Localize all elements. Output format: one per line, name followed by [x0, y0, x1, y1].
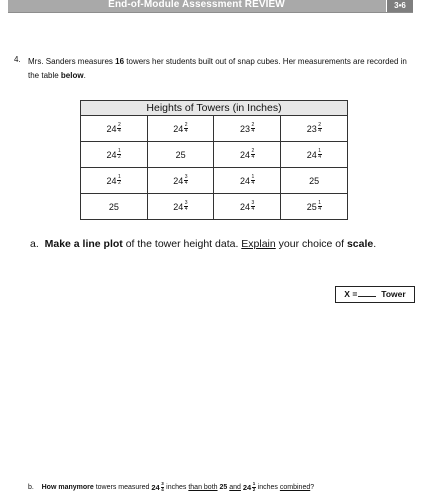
mixed-number — [307, 149, 322, 160]
header-bar — [8, 0, 413, 13]
table-title: Heights of Towers (in Inches) — [81, 101, 348, 116]
part-b-value-25: 25 — [219, 483, 228, 491]
part-b-combined: combined — [279, 483, 311, 491]
fraction-denominator: 4 — [251, 154, 255, 160]
fraction-numerator: 1 — [117, 148, 121, 154]
key-prefix: X = — [344, 289, 358, 299]
header-title: End-of-Module Assessment REVIEW — [108, 0, 285, 10]
fraction-numerator: 1 — [117, 174, 121, 180]
whole-part: 24 — [242, 482, 252, 492]
table-cell — [81, 194, 148, 220]
line-plot-key — [335, 286, 415, 303]
fraction — [251, 201, 255, 212]
fraction-denominator: 2 — [117, 154, 121, 160]
table-row — [81, 168, 348, 194]
fraction — [251, 175, 255, 186]
whole-part: 24 — [239, 149, 250, 160]
table-cell — [281, 116, 348, 142]
fraction-denominator: 4 — [251, 180, 255, 186]
part-a-question — [30, 238, 376, 250]
fraction-denominator: 4 — [318, 128, 321, 134]
table-row — [81, 116, 348, 142]
fraction-denominator: 4 — [184, 206, 188, 212]
fraction — [117, 123, 121, 134]
table-row — [81, 194, 348, 220]
mixed-number — [243, 482, 256, 492]
fraction — [318, 201, 322, 212]
part-b-value-2 — [243, 482, 256, 492]
whole-part: 24 — [151, 482, 160, 492]
table-cell — [281, 168, 348, 194]
mixed-number — [106, 149, 121, 160]
whole-part: 23 — [306, 123, 317, 134]
table-cell — [147, 142, 214, 168]
part-b-text-8: ? — [310, 483, 315, 491]
whole-part: 24 — [106, 123, 117, 134]
part-a-text-2: your choice of — [275, 238, 347, 250]
fraction-numerator: 3 — [184, 200, 188, 206]
problem-text-pre: Mrs. Sanders measures — [28, 57, 116, 66]
table-cell — [214, 194, 281, 220]
whole-part: 24 — [106, 175, 117, 186]
problem-number: 4. — [14, 55, 21, 64]
fraction-numerator: 2 — [117, 122, 121, 128]
part-b-text-7: inches — [255, 483, 280, 491]
part-b-text-2: towers measured — [93, 483, 152, 491]
table-cell — [81, 116, 148, 142]
fraction — [117, 175, 121, 186]
part-a-scale: scale — [346, 238, 374, 250]
whole-part: 24 — [106, 149, 117, 160]
fraction — [184, 123, 188, 134]
fraction-denominator: 4 — [184, 180, 188, 186]
part-b-text-3: inches — [164, 483, 189, 491]
fraction — [184, 201, 188, 212]
mixed-number — [173, 201, 188, 212]
fraction-numerator: 3 — [161, 481, 164, 486]
problem-text-below: below — [60, 71, 84, 80]
table-cell — [281, 142, 348, 168]
fraction-denominator: 2 — [252, 486, 256, 492]
table-cell — [81, 168, 148, 194]
whole-part: 23 — [239, 123, 250, 134]
fraction-numerator: 3 — [184, 174, 188, 180]
fraction — [318, 149, 322, 160]
fraction-numerator: 2 — [318, 122, 321, 128]
mixed-number — [106, 175, 121, 186]
table-cell — [281, 194, 348, 220]
table-cell — [81, 142, 148, 168]
key-blank-field[interactable] — [358, 287, 376, 297]
whole-part: 25 — [306, 201, 317, 212]
part-b-value-1 — [151, 482, 164, 492]
key-suffix: Tower — [381, 289, 406, 299]
problem-tower-count: 16 — [115, 57, 125, 66]
part-b-question — [28, 482, 314, 492]
whole-part: 24 — [173, 201, 184, 212]
part-a-bold: Make a line plot — [44, 238, 123, 250]
fraction-denominator: 4 — [161, 486, 164, 492]
table-cell — [214, 142, 281, 168]
mixed-number — [307, 201, 322, 212]
fraction-numerator: 1 — [252, 481, 256, 486]
fraction-numerator: 1 — [318, 200, 321, 206]
fraction — [184, 175, 188, 186]
fraction-denominator: 4 — [318, 206, 321, 212]
whole-part: 24 — [239, 175, 250, 186]
fraction — [251, 123, 255, 134]
table-cell — [147, 194, 214, 220]
table-cell — [147, 116, 214, 142]
whole-part: 24 — [173, 175, 184, 186]
part-a-text-1: of the tower height data. — [122, 238, 242, 250]
mixed-number — [173, 175, 188, 186]
mixed-number — [240, 149, 255, 160]
table-cell — [214, 116, 281, 142]
fraction — [251, 149, 255, 160]
whole-part: 24 — [306, 149, 317, 160]
part-b-text-1: How many — [41, 483, 77, 491]
problem-text-end: . — [83, 71, 86, 80]
table-cell — [214, 168, 281, 194]
table-cell — [147, 168, 214, 194]
fraction-numerator: 1 — [251, 174, 255, 180]
fraction — [318, 123, 322, 134]
part-a-text-3: . — [373, 238, 377, 250]
part-b-than-both: than both — [188, 483, 218, 491]
fraction-numerator: 2 — [251, 122, 255, 128]
fraction-denominator: 4 — [117, 128, 121, 134]
fraction-numerator: 3 — [251, 200, 255, 206]
part-b-and: and — [229, 483, 241, 491]
fraction-numerator: 2 — [184, 122, 188, 128]
mixed-number — [240, 123, 255, 134]
module-tag: 3•6 — [386, 0, 413, 12]
fraction-denominator: 4 — [184, 128, 188, 134]
mixed-number — [106, 123, 121, 134]
whole-number: 25 — [175, 149, 186, 160]
table-row — [81, 142, 348, 168]
tower-heights-table — [80, 100, 348, 220]
fraction-numerator: 1 — [318, 148, 321, 154]
mixed-number — [173, 123, 188, 134]
part-a-label: a. — [30, 238, 39, 250]
problem-text-mid: towers her students built out of snap cubes. Her measurements are recorded in the table — [28, 57, 407, 80]
fraction-denominator: 2 — [117, 180, 121, 186]
mixed-number — [307, 123, 322, 134]
mixed-number — [240, 175, 255, 186]
whole-number: 25 — [309, 175, 320, 186]
mixed-number — [240, 201, 255, 212]
fraction-denominator: 4 — [318, 154, 321, 160]
mixed-number — [151, 482, 164, 492]
part-b-label: b. — [28, 483, 34, 491]
problem-statement — [28, 55, 413, 83]
fraction-denominator: 4 — [251, 128, 255, 134]
whole-part: 24 — [239, 201, 250, 212]
fraction-denominator: 4 — [251, 206, 255, 212]
fraction — [117, 149, 121, 160]
fraction-numerator: 2 — [251, 148, 255, 154]
whole-part: 24 — [173, 123, 184, 134]
whole-number: 25 — [108, 201, 119, 212]
part-a-explain: Explain — [241, 238, 276, 250]
part-b-more: more — [76, 483, 94, 491]
